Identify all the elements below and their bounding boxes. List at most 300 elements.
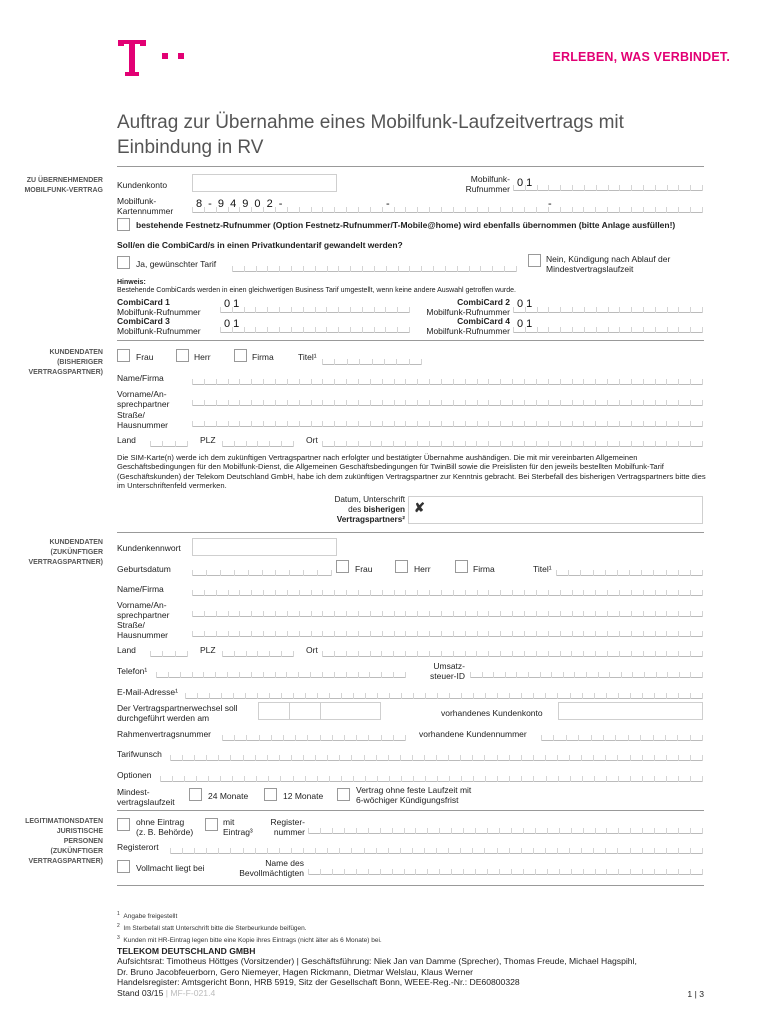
char-cell <box>311 631 323 637</box>
char-cell <box>405 421 417 427</box>
char-cell <box>615 735 627 741</box>
char-cell <box>259 735 271 741</box>
ohne-eintrag-checkbox[interactable] <box>117 818 130 831</box>
char-cell <box>334 672 346 678</box>
ohne-laufzeit-label <box>356 785 471 805</box>
char-cell <box>465 590 477 596</box>
tarifwunsch-input[interactable] <box>170 746 703 761</box>
char-cell <box>690 307 703 313</box>
combicard-3-input[interactable] <box>220 318 410 333</box>
char-cell <box>500 379 512 385</box>
char-cell <box>460 848 472 854</box>
char-cell <box>524 441 536 447</box>
stand-line <box>117 988 637 998</box>
char-cell <box>401 693 413 699</box>
char-cell <box>365 693 377 699</box>
label-line: CombiCard 1 <box>117 297 170 307</box>
char-cell <box>417 631 429 637</box>
frau-checkbox[interactable] <box>117 349 130 362</box>
char-cell <box>524 651 536 657</box>
char-cell <box>215 672 227 678</box>
combicard-1-input[interactable] <box>220 298 410 313</box>
char-cell <box>244 266 256 272</box>
vorh-konto-label: vorhandenes Kundenkonto <box>441 708 543 718</box>
char-cell <box>369 672 381 678</box>
char-cell <box>477 207 489 213</box>
char-cell <box>488 631 500 637</box>
char-cell <box>404 828 416 834</box>
char-cell <box>488 400 500 406</box>
char-cell <box>548 185 560 191</box>
vollmacht-checkbox[interactable] <box>117 860 130 873</box>
char-cell <box>368 869 380 875</box>
char-cell <box>631 421 643 427</box>
firma-label-neu: Firma <box>473 564 495 574</box>
char-cell <box>380 869 392 875</box>
char-cell <box>571 441 583 447</box>
char-cell <box>346 611 358 617</box>
char-cell <box>642 776 654 782</box>
company-info <box>117 946 637 998</box>
char-cell <box>584 185 596 191</box>
char-cell <box>572 379 584 385</box>
tarif-input[interactable] <box>232 257 517 272</box>
plz-input[interactable] <box>222 432 294 447</box>
vorname-input[interactable] <box>192 391 703 406</box>
ort-input-neu[interactable] <box>322 642 703 657</box>
combicard-4-input[interactable] <box>513 318 703 333</box>
char-cell <box>405 400 417 406</box>
char-cell <box>405 441 417 447</box>
char-cell <box>497 693 509 699</box>
char-cell <box>448 848 460 854</box>
kartennummer-label <box>117 196 173 216</box>
ort-label-neu: Ort <box>306 645 318 655</box>
char-cell <box>666 400 678 406</box>
char-cell <box>322 379 334 385</box>
vorh-nummer-input[interactable] <box>541 726 703 741</box>
char-cell <box>500 631 512 637</box>
rahmen-label: Rahmenvertragsnummer <box>117 729 212 739</box>
char-cell <box>172 776 184 782</box>
char-cell <box>463 828 475 834</box>
label-line: nummer <box>273 827 305 837</box>
char-cell <box>500 651 512 657</box>
label-line: Vertragspartners² <box>336 515 405 524</box>
char-cell <box>453 441 465 447</box>
char-cell <box>429 441 441 447</box>
label-line: Eintrag³ <box>223 827 253 837</box>
char-cell <box>322 611 334 617</box>
char-cell <box>521 755 533 761</box>
char-cell <box>654 776 666 782</box>
company-line: Dr. Bruno Jacobfeuerborn, Gero Niemeyer, Hagen Rickmann, Dietmar Welslau, Klaus Werner <box>117 966 473 977</box>
char-cell <box>512 651 524 657</box>
char-cell <box>320 735 332 741</box>
mit-eintrag-checkbox[interactable] <box>205 818 218 831</box>
char-cell <box>453 379 465 385</box>
char-cell <box>569 755 581 761</box>
char-cell <box>415 869 427 875</box>
char-cell <box>608 307 620 313</box>
char-cell <box>315 266 327 272</box>
firma-checkbox[interactable] <box>234 349 247 362</box>
char-cell <box>279 266 291 272</box>
char-cell <box>678 590 690 596</box>
rufnummer-input[interactable] <box>513 176 703 191</box>
char-cell <box>605 570 617 576</box>
rufnummer-label <box>440 174 510 194</box>
signature-label <box>300 495 405 525</box>
char-cell <box>548 590 560 596</box>
label-line: ohne Eintrag <box>136 817 185 827</box>
combicard-2-input[interactable] <box>513 298 703 313</box>
char-cell <box>346 590 358 596</box>
char-cell <box>437 776 449 782</box>
char-cell <box>311 421 323 427</box>
char-cell <box>269 693 281 699</box>
char-cell <box>641 570 653 576</box>
char-cell <box>477 590 489 596</box>
char-cell <box>581 848 593 854</box>
char-cell <box>583 590 595 596</box>
char-cell <box>690 379 703 385</box>
char-cell <box>608 185 620 191</box>
ohne-eintrag-label <box>136 817 193 837</box>
date-day <box>259 703 290 719</box>
char-cell <box>617 570 629 576</box>
char-cell <box>463 869 475 875</box>
optionen-input[interactable] <box>160 767 703 782</box>
char-cell <box>591 735 603 741</box>
char-cell <box>545 848 557 854</box>
12-monate-checkbox[interactable] <box>264 788 277 801</box>
char-cell <box>582 776 594 782</box>
char-cell <box>170 755 182 761</box>
char-cell <box>334 421 346 427</box>
char-cell <box>690 848 703 854</box>
char-cell <box>524 379 536 385</box>
char-cell <box>251 379 263 385</box>
char-cell <box>334 651 346 657</box>
char-cell <box>656 672 668 678</box>
ust-input[interactable] <box>470 663 703 678</box>
char-cell <box>239 421 251 427</box>
char-cell <box>511 828 523 834</box>
char-cell <box>382 631 394 637</box>
char-cell <box>448 755 460 761</box>
char-cell <box>643 379 655 385</box>
char-cell <box>568 570 580 576</box>
kundenkonto-input[interactable] <box>192 174 337 192</box>
char-cell <box>405 379 417 385</box>
char-cell <box>370 631 382 637</box>
char-cell <box>580 570 592 576</box>
char-cell <box>521 848 533 854</box>
land-input[interactable] <box>150 432 188 447</box>
char-cell <box>618 869 630 875</box>
char-cell <box>356 735 368 741</box>
char-cell <box>425 776 437 782</box>
char-cell <box>268 776 280 782</box>
char-cell <box>606 693 618 699</box>
char-cell <box>287 611 299 617</box>
char-cell <box>560 441 572 447</box>
char-cell <box>267 327 279 333</box>
vorh-konto-input[interactable] <box>558 702 703 720</box>
char-cell <box>521 776 533 782</box>
char-cell <box>384 359 396 365</box>
char-cell <box>230 848 242 854</box>
char-cell <box>584 327 596 333</box>
char-cell <box>605 755 617 761</box>
char-cell <box>346 207 358 213</box>
char-cell <box>279 327 291 333</box>
char-cell <box>317 776 329 782</box>
char-cell <box>429 651 441 657</box>
char-cell <box>322 421 334 427</box>
mindest-label <box>117 787 175 807</box>
bevoll-input[interactable] <box>308 860 703 875</box>
nein-checkbox[interactable] <box>528 254 541 267</box>
char-cell <box>263 672 275 678</box>
bevoll-label <box>220 858 304 878</box>
char-cell <box>322 441 334 447</box>
kundenkennwort-input[interactable] <box>192 538 337 556</box>
char-cell <box>512 441 524 447</box>
land-input-neu[interactable] <box>150 642 188 657</box>
char-cell <box>465 631 477 637</box>
char-cell <box>429 631 441 637</box>
char-cell <box>678 611 690 617</box>
char-cell <box>619 379 631 385</box>
char-cell <box>583 631 595 637</box>
char-cell <box>631 651 643 657</box>
herr-checkbox[interactable] <box>176 349 189 362</box>
label-line: KUNDENDATEN <box>49 349 103 356</box>
festnetz-checkbox[interactable] <box>117 218 130 231</box>
strasse-input[interactable] <box>192 412 703 427</box>
section-label-zukuenftiger <box>0 538 103 568</box>
geburtsdatum-input[interactable] <box>192 561 332 576</box>
ja-checkbox[interactable] <box>117 256 130 269</box>
char-cell <box>536 441 548 447</box>
char-cell <box>655 379 667 385</box>
char-cell <box>533 776 545 782</box>
char-cell <box>232 266 244 272</box>
frau-checkbox-neu[interactable] <box>336 560 349 573</box>
char-cell <box>678 421 690 427</box>
firma-checkbox-neu[interactable] <box>455 560 468 573</box>
char-cell <box>192 590 204 596</box>
char-cell <box>560 379 572 385</box>
char-cell <box>239 631 251 637</box>
name-firma-input[interactable] <box>192 370 703 385</box>
char-cell <box>619 631 631 637</box>
char-cell <box>629 570 641 576</box>
char-cell <box>417 441 429 447</box>
char-cell <box>572 327 584 333</box>
label-line: PERSONEN <box>63 838 103 845</box>
char-cell <box>405 651 417 657</box>
char-cell <box>666 421 678 427</box>
char-cell <box>603 735 615 741</box>
char-cell <box>535 869 547 875</box>
telefon-input[interactable] <box>156 663 406 678</box>
titel-input-neu[interactable] <box>556 561 703 576</box>
plz-input-neu[interactable] <box>222 642 294 657</box>
char-cell <box>269 651 281 657</box>
char-cell <box>690 441 703 447</box>
char-cell <box>572 421 584 427</box>
char-cell <box>368 735 380 741</box>
email-input[interactable] <box>185 684 703 699</box>
char-cell <box>606 776 618 782</box>
char-cell <box>488 379 500 385</box>
strasse-input-neu[interactable] <box>192 622 703 637</box>
label-line: Vertrag ohne feste Laufzeit mit <box>356 785 472 795</box>
char-cell <box>618 828 630 834</box>
name-firma-input-neu[interactable] <box>192 581 703 596</box>
char-cell <box>678 379 690 385</box>
char-cell <box>334 359 346 365</box>
char-cell <box>643 400 655 406</box>
char-cell <box>537 327 549 333</box>
char-cell <box>548 327 560 333</box>
herr-checkbox-neu[interactable] <box>395 560 408 573</box>
strasse-label <box>117 410 168 430</box>
char-cell <box>654 828 666 834</box>
ort-input[interactable] <box>322 432 703 447</box>
char-cell <box>528 672 540 678</box>
char-cell <box>453 400 465 406</box>
char-cell <box>512 421 524 427</box>
telekom-logo <box>118 38 188 78</box>
char-cell <box>415 828 427 834</box>
char-cell <box>533 693 545 699</box>
char-cell <box>359 359 371 365</box>
char-cell <box>362 266 374 272</box>
char-cell <box>150 651 162 657</box>
label-line: (BISHERIGER <box>57 359 103 366</box>
combicard-2-prefix: 0 1 <box>517 298 533 310</box>
char-cell <box>607 379 619 385</box>
char-cell <box>311 400 323 406</box>
char-cell <box>244 307 256 313</box>
char-cell <box>678 441 690 447</box>
char-cell <box>339 848 351 854</box>
label-line: MOBILFUNK-VERTRAG <box>24 187 103 194</box>
24-monate-checkbox[interactable] <box>189 788 202 801</box>
char-cell <box>291 307 303 313</box>
char-cell <box>262 570 276 576</box>
char-cell <box>394 611 406 617</box>
char-cell <box>206 570 220 576</box>
char-cell <box>607 590 619 596</box>
char-cell <box>255 755 267 761</box>
registerort-input[interactable] <box>170 839 703 854</box>
label-line: Name des <box>265 858 304 868</box>
char-cell <box>251 421 263 427</box>
char-cell <box>346 672 358 678</box>
footnote-2: $^2$ Im Sterbefall statt Unterschrift bitte die Sterbeurkunde beifügen. <box>117 922 307 932</box>
char-cell <box>655 590 667 596</box>
char-cell <box>244 776 256 782</box>
char-cell <box>429 421 441 427</box>
char-cell <box>678 755 690 761</box>
char-cell <box>557 755 569 761</box>
label-line: Der Vertragspartnerwechsel soll <box>117 703 238 713</box>
registernummer-input[interactable] <box>308 819 703 834</box>
company-line: Aufsichtsrat: Timotheus Höttges (Vorsitzender) | Geschäftsführung: Niek Jan van Damme (Sprecher), Thomas Freude, Michael Hagspihl, <box>117 956 637 967</box>
frau-label-neu: Frau <box>355 564 373 574</box>
char-cell <box>180 672 192 678</box>
char-cell <box>500 207 512 213</box>
char-cell <box>630 869 642 875</box>
char-cell <box>329 776 341 782</box>
char-cell <box>246 651 258 657</box>
char-cell <box>666 776 678 782</box>
char-cell <box>643 421 655 427</box>
char-cell <box>251 672 263 678</box>
label-line: Bevollmächtigten <box>239 868 304 878</box>
char-cell <box>484 755 496 761</box>
char-cell <box>499 869 511 875</box>
char-cell <box>370 611 382 617</box>
char-cell <box>287 379 299 385</box>
ohne-laufzeit-checkbox[interactable] <box>337 788 350 801</box>
char-cell <box>365 776 377 782</box>
char-cell <box>263 400 275 406</box>
char-cell <box>315 848 327 854</box>
char-cell <box>317 570 332 576</box>
char-cell <box>666 207 678 213</box>
char-cell <box>666 828 678 834</box>
char-cell <box>453 207 465 213</box>
signature-field-bisheriger[interactable] <box>408 496 703 524</box>
vorname-input-neu[interactable] <box>192 602 703 617</box>
page-title <box>117 110 677 160</box>
char-cell <box>548 611 560 617</box>
char-cell <box>536 400 548 406</box>
rahmen-input[interactable] <box>222 726 406 741</box>
char-cell <box>320 828 332 834</box>
char-cell <box>655 421 667 427</box>
char-cell <box>560 631 572 637</box>
char-cell <box>346 651 358 657</box>
wechsel-date-input[interactable] <box>258 702 381 720</box>
char-cell <box>234 651 246 657</box>
titel-input[interactable] <box>322 350 422 365</box>
char-cell <box>449 693 461 699</box>
char-cell <box>204 590 216 596</box>
char-cell <box>609 672 621 678</box>
char-cell <box>655 307 667 313</box>
combicard-2-label <box>400 297 510 317</box>
label-line: CombiCard 2 <box>457 297 510 307</box>
char-cell <box>559 828 571 834</box>
char-cell <box>311 379 323 385</box>
char-cell <box>560 307 572 313</box>
char-cell <box>560 651 572 657</box>
char-cell <box>558 776 570 782</box>
label-line: JURISTISCHE <box>56 828 103 835</box>
char-cell <box>619 207 631 213</box>
char-cell <box>654 848 666 854</box>
char-cell <box>291 848 303 854</box>
char-cell <box>192 421 204 427</box>
char-cell <box>488 590 500 596</box>
